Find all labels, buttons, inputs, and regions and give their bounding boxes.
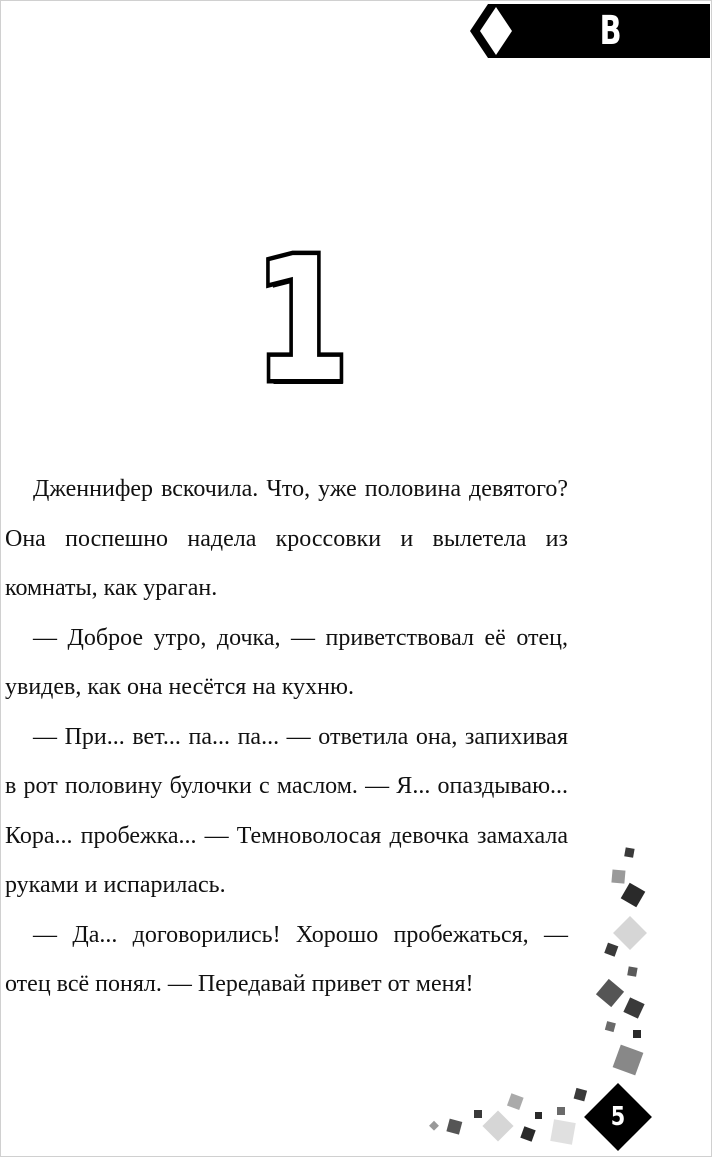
paragraph: — При... вет... па... па... — ответила она, запихивая в рот половину булочки с маслом. — Я... опаздываю... Кора... пробежка... — Темноволосая девочка замахала руками и испарилась. bbox=[5, 723, 568, 898]
page-number-badge bbox=[583, 1082, 653, 1152]
section-title: В РЕАЛЕ bbox=[555, 8, 667, 108]
chapter-text bbox=[5, 465, 568, 1010]
paragraph: Дженнифер вскочила. Что, уже половина девятого? Она поспешно надела кроссовки и вылетела из комнаты, как ураган. bbox=[5, 476, 568, 601]
chapter-number: 1 bbox=[254, 222, 350, 420]
paragraph: — Да... договорились! Хорошо пробежаться, — отец всё понял. — Передавай привет от меня! bbox=[5, 921, 568, 997]
section-banner bbox=[462, 4, 710, 108]
page-number: 5 bbox=[610, 1102, 626, 1132]
paragraph: — Доброе утро, дочка, — приветствовал её отец, увидев, как она несётся на кухню. bbox=[5, 624, 568, 700]
